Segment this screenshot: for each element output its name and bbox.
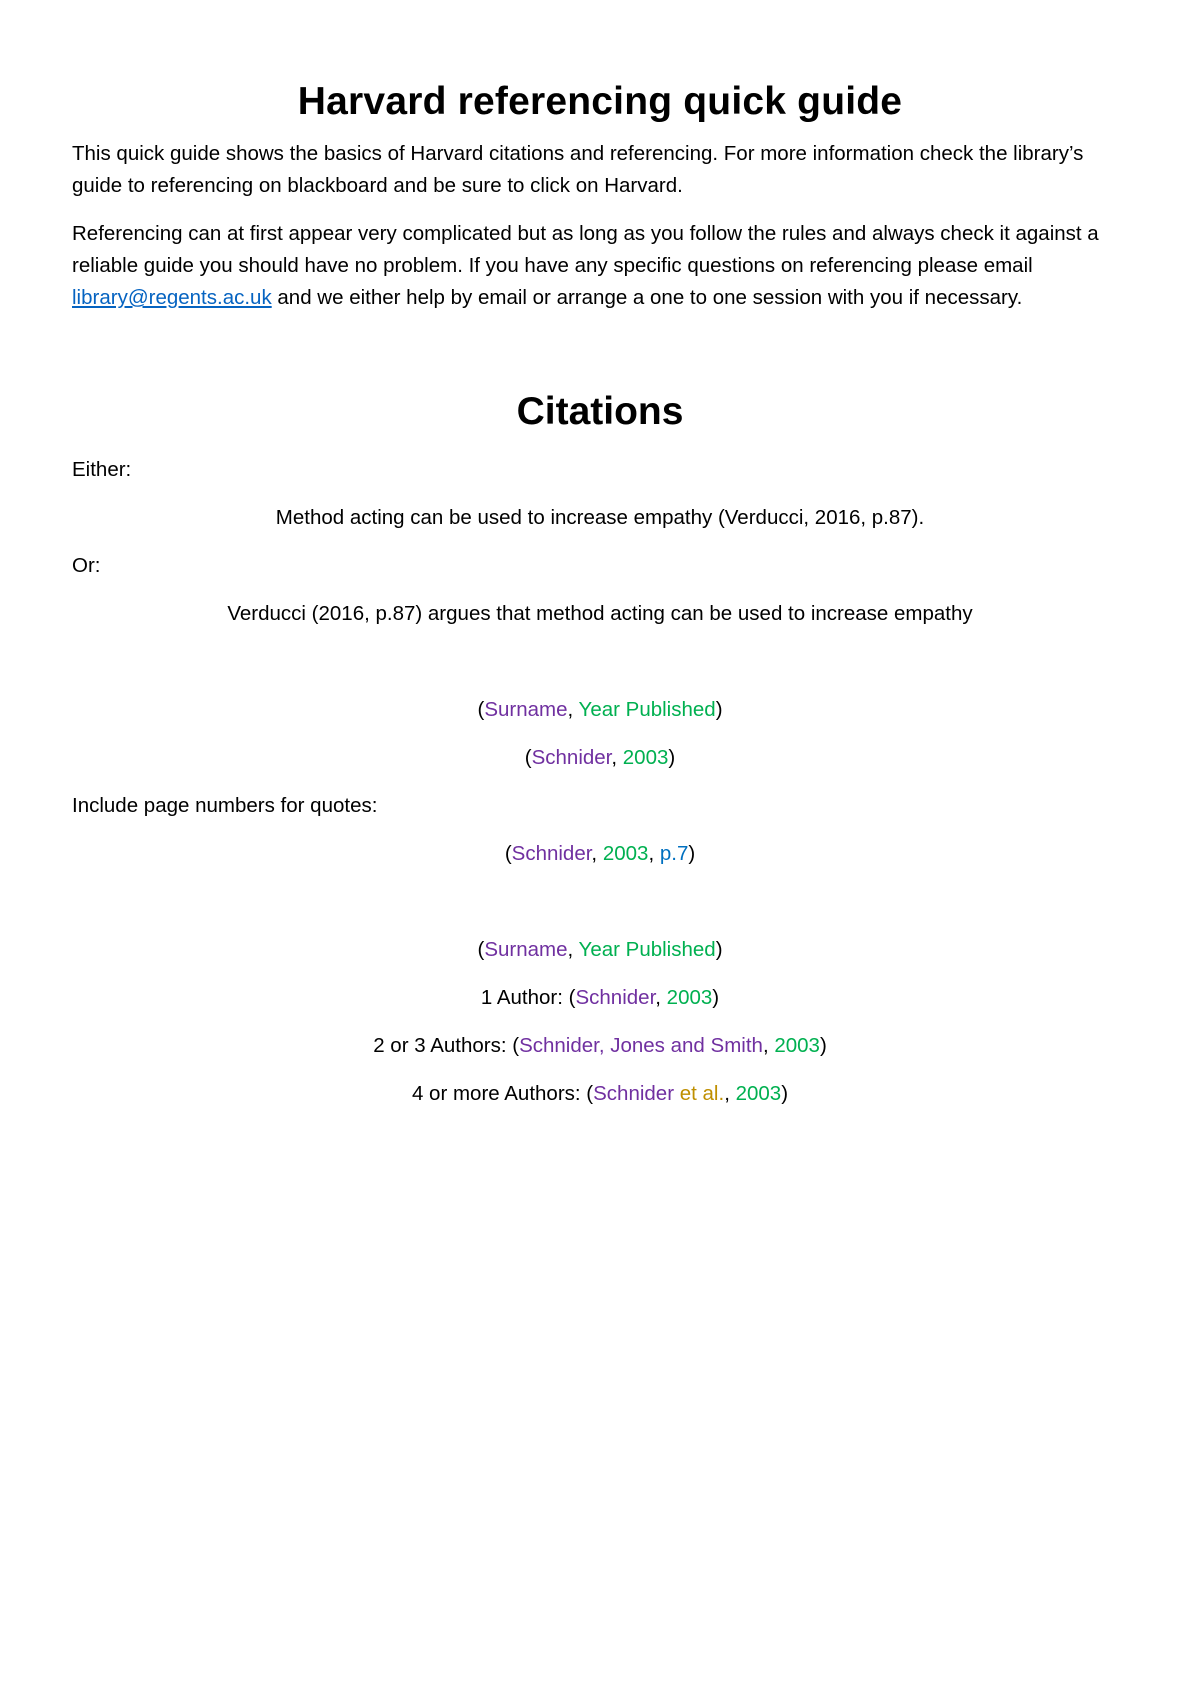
citation-four-authors (72, 1078, 1128, 1110)
author-count-label: 4 or more Authors: (411, 1082, 587, 1105)
library-email-link[interactable]: library@regents.ac.uk (72, 286, 272, 309)
author-surname: Schnider (575, 986, 656, 1009)
author-surnames: Schnider, Jones and Smith (519, 1034, 763, 1057)
paren-open: ( (586, 1082, 594, 1105)
paren-close: ) (781, 1082, 789, 1105)
citation-example-1: Method acting can be used to increase empathy (Verducci, 2016, p.87). (275, 506, 925, 529)
paren-open: ( (504, 842, 512, 865)
separator: , (567, 698, 579, 721)
separator: , (762, 1034, 775, 1057)
paren-close: ) (715, 698, 723, 721)
citation-example-2: Verducci (2016, p.87) argues that method acting can be used to increase empathy (227, 602, 973, 625)
paren-open: ( (568, 986, 576, 1009)
author-count-label: 2 or 3 Authors: (373, 1034, 513, 1057)
separator: , (655, 986, 667, 1009)
paren-open: ( (524, 746, 532, 769)
separator: , (611, 746, 623, 769)
format-surname: Surname (484, 698, 568, 721)
author-year: 2003 (774, 1034, 820, 1057)
paren-close: ) (819, 1034, 827, 1057)
intro-section (72, 138, 1128, 314)
intro-paragraph-2 (72, 218, 1128, 314)
author-year: 2003 (666, 986, 713, 1009)
citation-sample-2 (72, 838, 1128, 870)
format-surname: Surname (484, 938, 568, 961)
paren-close: ) (712, 986, 720, 1009)
citation-sample-1 (72, 742, 1128, 774)
citation-two-three-authors (72, 1030, 1128, 1062)
paren-open: ( (477, 938, 485, 961)
format-year: Year Published (578, 938, 716, 961)
quotes-label: Include page numbers for quotes: (72, 794, 378, 817)
paren-close: ) (715, 938, 723, 961)
paren-close: ) (668, 746, 676, 769)
citation-format-2 (72, 934, 1128, 966)
author-year: 2003 (735, 1082, 782, 1105)
paren-open: ( (477, 698, 485, 721)
author-count-label: 1 Author: (480, 986, 569, 1009)
separator: , (724, 1082, 736, 1105)
sample-surname: Schnider (531, 746, 612, 769)
intro-paragraph-2-text-start: Referencing can at first appear very complicated but as long as you follow the rules and always check it against a reliable guide you should have no problem. If you have any specific questions on referencing please email (72, 222, 1099, 277)
intro-paragraph-2-text-end: and we either help by email or arrange a one to one session with you if necessary. (271, 286, 1023, 309)
sample-year: 2003 (602, 842, 649, 865)
or-label: Or: (72, 554, 101, 577)
paren-close: ) (688, 842, 696, 865)
paren-open: ( (512, 1034, 520, 1057)
citation-one-author (72, 982, 1128, 1014)
citations-heading: Citations (516, 390, 684, 433)
separator: , (648, 842, 660, 865)
sample-page: p.7 (659, 842, 689, 865)
sample-surname: Schnider (511, 842, 592, 865)
page-title: Harvard referencing quick guide (297, 80, 903, 123)
sample-year: 2003 (622, 746, 669, 769)
format-year: Year Published (578, 698, 716, 721)
et-al: et al. (674, 1082, 725, 1105)
either-label: Either: (72, 458, 132, 481)
separator: , (591, 842, 603, 865)
citation-format-1 (72, 694, 1128, 726)
author-surname: Schnider (593, 1082, 675, 1105)
intro-paragraph-1: This quick guide shows the basics of Harvard citations and referencing. For more information check the library’s guide to referencing on blackboard and be sure to click on Harvard. (72, 142, 1084, 197)
separator: , (567, 938, 579, 961)
